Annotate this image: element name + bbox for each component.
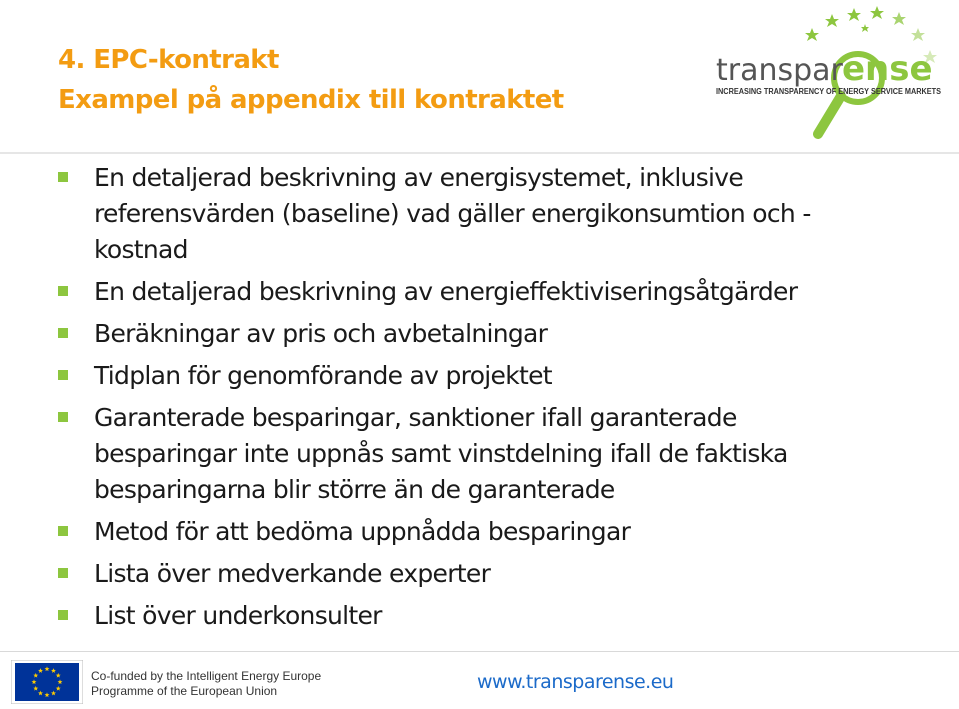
- bullet-item: [0, 556, 914, 592]
- bullet-square-icon: [58, 412, 68, 422]
- bullet-item: [0, 358, 914, 394]
- bullet-line: referensvärden (baseline) vad gäller energikonsumtion och -: [94, 199, 811, 228]
- bullet-square-icon: [58, 286, 68, 296]
- title-line-1: 4. EPC-kontrakt: [58, 45, 279, 75]
- bullet-line: Tidplan för genomförande av projektet: [94, 361, 552, 390]
- bullet-line: besparingar inte uppnås samt vinstdelning ifall de faktiska: [94, 439, 788, 468]
- eu-flag-icon: [11, 660, 83, 704]
- header-divider: [0, 152, 959, 154]
- bullet-line: En detaljerad beskrivning av energisystemet, inklusive: [94, 163, 744, 192]
- cofunded-line-1: Co-funded by the Intelligent Energy Europe: [91, 669, 322, 683]
- bullet-square-icon: [58, 568, 68, 578]
- bullet-list: [0, 160, 959, 634]
- bullet-item: [0, 514, 914, 550]
- bullet-item: [0, 316, 914, 352]
- logo-word-right: ense: [842, 49, 933, 89]
- footer-divider: [0, 651, 959, 652]
- logo-word-left: transpar: [716, 53, 843, 88]
- bullet-item: [0, 160, 914, 268]
- bullet-square-icon: [58, 172, 68, 182]
- bullet-line: Metod för att bedöma uppnådda besparingar: [94, 517, 631, 546]
- bullet-item: [0, 274, 914, 310]
- cofunded-notice: [91, 669, 321, 699]
- bullet-line: Beräkningar av pris och avbetalningar: [94, 319, 548, 348]
- bullet-line: Garanterade besparingar, sanktioner ifall garanterade: [94, 403, 737, 432]
- logo-tagline: INCREASING TRANSPARENCY OF ENERGY SERVICE MARKETS: [716, 87, 942, 96]
- bullet-square-icon: [58, 370, 68, 380]
- cofunded-line-2: Programme of the European Union: [91, 684, 278, 698]
- bullet-square-icon: [58, 526, 68, 536]
- transparense-logo: [712, 6, 952, 154]
- bullet-square-icon: [58, 610, 68, 620]
- website-link[interactable]: www.transparense.eu: [477, 671, 674, 693]
- bullet-line: List över underkonsulter: [94, 601, 382, 630]
- bullet-item: [0, 400, 914, 508]
- bullet-square-icon: [58, 328, 68, 338]
- bullet-item: [0, 598, 914, 634]
- bullet-line: besparingarna blir större än de garanterade: [94, 475, 615, 504]
- bullet-line: kostnad: [94, 235, 188, 264]
- bullet-line: Lista över medverkande experter: [94, 559, 491, 588]
- slide-title: [58, 40, 564, 120]
- bullet-line: En detaljerad beskrivning av energieffektiviseringsåtgärder: [94, 277, 798, 306]
- title-line-2: Exampel på appendix till kontraktet: [58, 85, 564, 115]
